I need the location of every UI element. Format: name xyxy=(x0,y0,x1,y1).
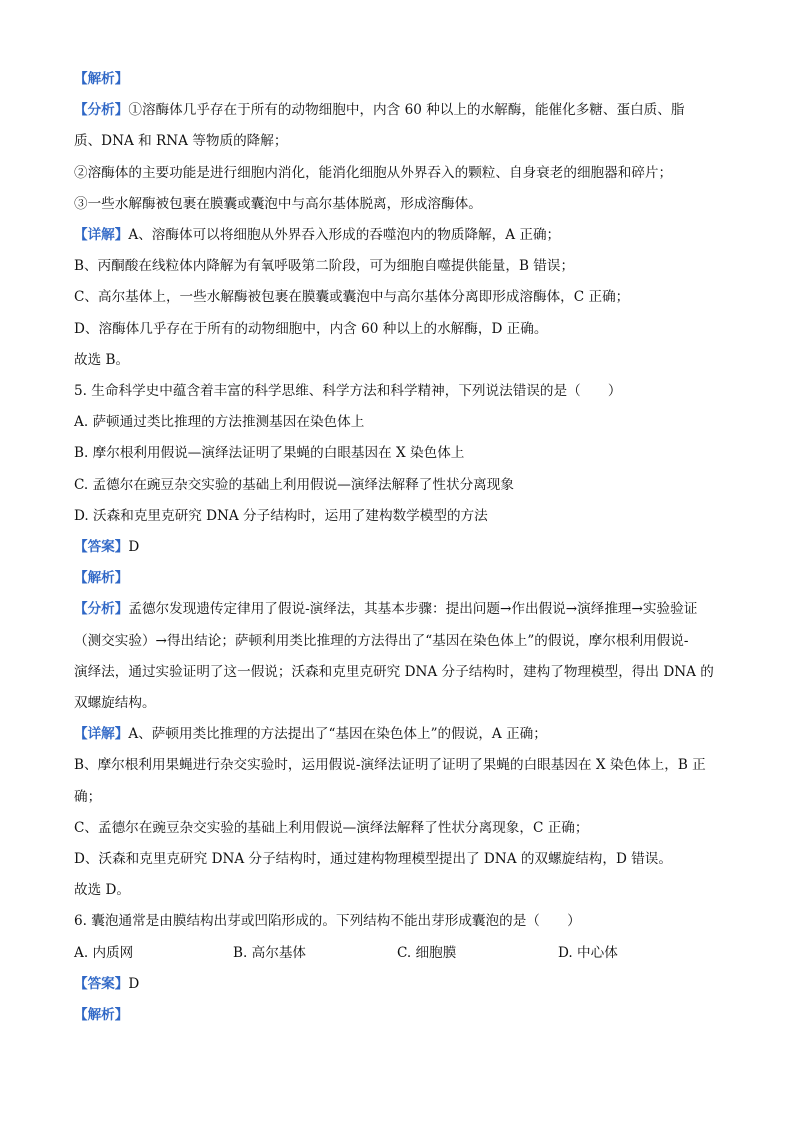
detail-tag: 【详解】 xyxy=(74,726,129,743)
analysis-line: ②溶酶体的主要功能是进行细胞内消化，能消化细胞从外界吞入的颗粒、自身衰老的细胞器和碎片； xyxy=(74,164,673,181)
answer-tag: 【答案】 xyxy=(74,539,129,556)
conclusion-line: 故选 B。 xyxy=(74,351,130,368)
detail-line: 【详解】A、萨顿用类比推理的方法提出了“基因在染色体上”的假说，A 正确； xyxy=(74,726,547,743)
q5-option-a: A. 萨顿通过类比推理的方法推测基因在染色体上 xyxy=(74,414,365,431)
jiexi-heading-2: 【解析】 xyxy=(74,570,129,587)
question-6-stem: 6. 囊泡通常是由膜结构出芽或凹陷形成的。下列结构不能出芽形成囊泡的是（ ） xyxy=(74,913,581,930)
q5-option-b: B. 摩尔根利用假说—演绎法证明了果蝇的白眼基因在 X 染色体上 xyxy=(74,445,465,462)
analysis-line: 【分析】①溶酶体几乎存在于所有的动物细胞中，内含 60 种以上的水解酶，能催化多糖、蛋白质、脂 xyxy=(74,102,685,119)
detail-line: B、丙酮酸在线粒体内降解为有氧呼吸第二阶段，可为细胞自噬提供能量，B 错误； xyxy=(74,258,575,275)
q6-option-c: C. 细胞膜 xyxy=(397,944,457,961)
detail-line: B、摩尔根利用果蝇进行杂交实验时，运用假说-演绎法证明了证明了果蝇的白眼基因在 X 染色体上，B 正 xyxy=(74,757,706,774)
q6-option-d: D. 中心体 xyxy=(558,944,618,961)
analysis-line: （测交实验）→得出结论；萨顿利用类比推理的方法得出了“基因在染色体上”的假说，摩尔根利用假说- xyxy=(74,632,689,649)
q6-options-row xyxy=(74,938,720,969)
q5-answer: D xyxy=(128,539,140,556)
analysis-line: 演绎法，通过实验证明了这一假说；沃森和克里克研究 DNA 分子结构时，建构了物理模型，得出 DNA 的 xyxy=(74,663,714,680)
document-body xyxy=(74,64,720,1031)
q6-answer-line xyxy=(74,969,720,1000)
analysis-line: 质、DNA 和 RNA 等物质的降解； xyxy=(74,133,288,150)
q6-answer: D xyxy=(128,975,140,992)
jiexi-heading-3: 【解析】 xyxy=(74,1007,129,1024)
analysis-tag: 【分析】 xyxy=(74,102,129,119)
detail-line: D、沃森和克里克研究 DNA 分子结构时，通过建构物理模型提出了 DNA 的双螺旋结构，D 错误。 xyxy=(74,851,672,868)
question-5-stem: 5. 生命科学史中蕴含着丰富的科学思维、科学方法和科学精神，下列说法错误的是（ ） xyxy=(74,383,622,400)
jiexi-heading-1: 【解析】 xyxy=(74,71,129,87)
detail-line: 确； xyxy=(74,788,102,805)
answer-tag: 【答案】 xyxy=(74,975,129,992)
q5-option-d: D. 沃森和克里克研究 DNA 分子结构时，运用了建构数学模型的方法 xyxy=(74,507,488,524)
detail-line: C、孟德尔在豌豆杂交实验的基础上利用假说—演绎法解释了性状分离现象，C 正确； xyxy=(74,819,589,836)
analysis-line: 双螺旋结构。 xyxy=(74,695,156,712)
q5-answer-line xyxy=(74,532,720,563)
q5-option-c: C. 孟德尔在豌豆杂交实验的基础上利用假说—演绎法解释了性状分离现象 xyxy=(74,476,514,493)
conclusion-line: 故选 D。 xyxy=(74,882,131,899)
analysis-line: 【分析】孟德尔发现遗传定律用了假说-演绎法，其基本步骤：提出问题→作出假说→演绎推理→实验验证 xyxy=(74,601,698,618)
q6-option-b: B. 高尔基体 xyxy=(233,944,307,961)
q6-option-a: A. 内质网 xyxy=(74,944,134,961)
analysis-tag: 【分析】 xyxy=(74,601,129,618)
detail-line: D、溶酶体几乎存在于所有的动物细胞中，内含 60 种以上的水解酶，D 正确。 xyxy=(74,320,548,337)
detail-line: 【详解】A、溶酶体可以将细胞从外界吞入形成的吞噬泡内的物质降解，A 正确； xyxy=(74,227,561,244)
detail-line: C、高尔基体上，一些水解酶被包裹在膜囊或囊泡中与高尔基体分离即形成溶酶体，C 正确； xyxy=(74,289,630,306)
detail-tag: 【详解】 xyxy=(74,227,129,244)
analysis-line: ③一些水解酶被包裹在膜囊或囊泡中与高尔基体脱离，形成溶酶体。 xyxy=(74,195,482,212)
